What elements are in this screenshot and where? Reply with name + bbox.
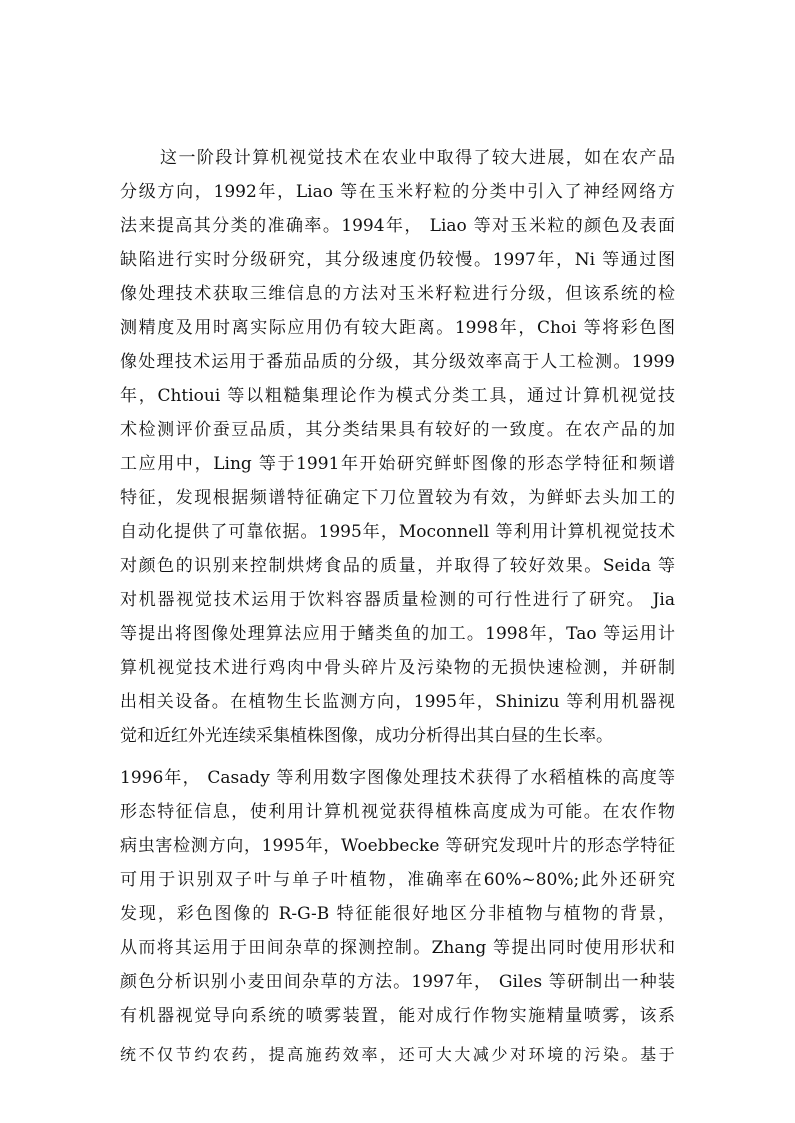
paragraph-1-line-3: 法来提高其分类的准确率。1994年， Liao 等对玉米粒的颜色及表面 [120, 216, 675, 236]
paragraph-2-line-7: 颜色分析识别小麦田间杂草的方法。1997年， Giles 等研制出一种装 [120, 972, 675, 992]
paragraph-1-line-11: 特征，发现根据频谱特征确定下刀位置较为有效，为鲜虾去头加工的 [120, 488, 675, 508]
paragraph-1-line-2: 分级方向，1992年，Liao 等在玉米籽粒的分类中引入了神经网络方 [120, 182, 675, 202]
paragraph-1-line-18: 觉和近红外光连续采集植株图像，成功分析得出其白昼的生长率。 [120, 726, 613, 746]
paragraph-2-line-9: 统不仅节约农药，提高施药效率，还可大大减少对环境的污染。基于 [120, 1045, 675, 1064]
paragraph-1-line-16: 算机视觉技术进行鸡肉中骨头碎片及污染物的无损快速检测，并研制 [120, 658, 675, 678]
paragraph-1-line-10: 工应用中，Ling 等于1991年开始研究鲜虾图像的形态学特征和频谱 [120, 454, 675, 474]
paragraph-1-line-8: 年，Chtioui 等以粗糙集理论作为模式分类工具，通过计算机视觉技 [120, 386, 675, 406]
paragraph-1-line-6: 测精度及用时离实际应用仍有较大距离。1998年，Choi 等将彩色图 [120, 318, 675, 338]
paragraph-2-line-5: 发现，彩色图像的 R-G-B 特征能很好地区分非植物与植物的背景， [120, 904, 675, 924]
paragraph-2-line-6: 从而将其运用于田间杂草的探测控制。Zhang 等提出同时使用形状和 [120, 938, 675, 958]
paragraph-1-line-4: 缺陷进行实时分级研究，其分级速度仍较慢。1997年，Ni 等通过图 [120, 250, 675, 270]
paragraph-1-line-5: 像处理技术获取三维信息的方法对玉米籽粒进行分级，但该系统的检 [120, 284, 675, 304]
paragraph-1-line-13: 对颜色的识别来控制烘烤食品的质量，并取得了较好效果。Seida 等 [120, 556, 675, 576]
paragraph-1-line-9: 术检测评价蚕豆品质，其分类结果具有较好的一致度。在农产品的加 [120, 420, 675, 440]
paragraph-2-line-3: 病虫害检测方向，1995年，Woebbecke 等研究发现叶片的形态学特征 [120, 836, 675, 856]
paragraph-1-line-7: 像处理技术运用于番茄品质的分级，其分级效率高于人工检测。1999 [120, 352, 675, 372]
paragraph-1-line-14: 对机器视觉技术运用于饮料容器质量检测的可行性进行了研究。 Jia [120, 590, 675, 610]
paragraph-2-line-4: 可用于识别双子叶与单子叶植物，准确率在60%~80%;此外还研究 [120, 870, 675, 890]
paragraph-1-line-12: 自动化提供了可靠依据。1995年，Moconnell 等利用计算机视觉技术 [120, 522, 675, 542]
paragraph-1-line-1: 这一阶段计算机视觉技术在农业中取得了较大进展，如在农产品 [160, 148, 675, 168]
paragraph-2-line-8: 有机器视觉导向系统的喷雾装置，能对成行作物实施精量喷雾，该系 [120, 1006, 675, 1026]
paragraph-1-line-17: 出相关设备。在植物生长监测方向，1995年，Shinizu 等利用机器视 [120, 692, 675, 712]
paragraph-2-line-2: 形态特征信息，使利用计算机视觉获得植株高度成为可能。在农作物 [120, 802, 675, 822]
paragraph-1-line-15: 等提出将图像处理算法应用于鳍类鱼的加工。1998年，Tao 等运用计 [120, 624, 675, 644]
paragraph-2-line-1: 1996年， Casady 等利用数字图像处理技术获得了水稻植株的高度等 [120, 768, 675, 788]
